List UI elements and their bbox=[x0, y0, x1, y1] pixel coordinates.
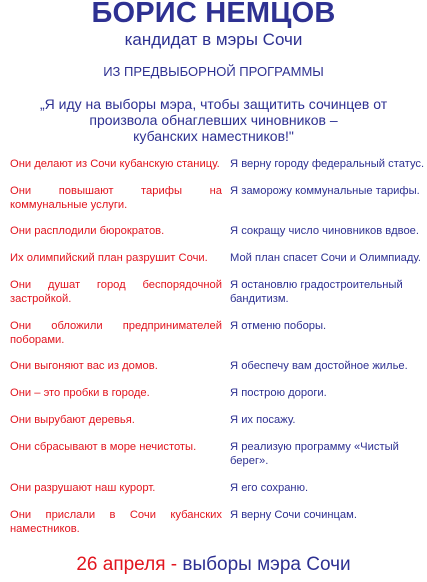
promise-text: Я остановлю градостроительный бандитизм. bbox=[230, 279, 403, 305]
promise-text: Я построю дороги. bbox=[230, 387, 327, 399]
complaint-text: Они душат город беспорядочной застройкой. bbox=[10, 279, 222, 305]
quote-line: „Я иду на выборы мэра, чтобы защитить сочинцев от bbox=[40, 96, 388, 112]
campaign-quote bbox=[40, 96, 387, 144]
complaint-text: Их олимпийский план разрушит Сочи. bbox=[10, 252, 208, 264]
promise-text: Я обеспечу вам достойное жилье. bbox=[230, 360, 408, 372]
quote-line: произвола обнаглевших чиновников – bbox=[89, 112, 338, 128]
complaint-text: Они делают из Сочи кубанскую станицу. bbox=[10, 158, 220, 170]
complaint-text: Они выгоняют вас из домов. bbox=[10, 360, 158, 372]
candidate-subtitle: кандидат в мэры Сочи bbox=[124, 30, 303, 49]
promise-text: Я сокращу число чиновников вдвое. bbox=[230, 225, 420, 237]
promise-text: Мой план спасет Сочи и Олимпиаду. bbox=[230, 252, 421, 264]
complaint-text: Они сбрасывают в море нечистоты. bbox=[10, 441, 197, 453]
promise-text: Я отменю поборы. bbox=[230, 320, 327, 332]
election-label: выборы мэра Сочи bbox=[182, 554, 351, 575]
complaint-text: Они повышают тарифы на коммунальные услуги. bbox=[10, 185, 222, 211]
promise-text: Я их посажу. bbox=[230, 414, 296, 426]
promise-text: Я верну Сочи сочинцам. bbox=[230, 509, 357, 521]
promise-text: Я верну городу федеральный статус. bbox=[230, 158, 425, 170]
quote-line: кубанских наместников!" bbox=[133, 128, 294, 144]
complaint-text: Они обложили предпринимателей поборами. bbox=[10, 320, 222, 346]
election-date: 26 апреля bbox=[76, 554, 166, 575]
promise-text: Я реализую программу «Чистый берег». bbox=[230, 441, 399, 467]
complaint-text: Они – это пробки в городе. bbox=[10, 387, 150, 399]
complaint-text: Они вырубают деревья. bbox=[10, 414, 135, 426]
complaint-text: Они разрушают наш курорт. bbox=[10, 482, 156, 494]
promise-text: Я его сохраню. bbox=[230, 482, 309, 494]
complaint-text: Они расплодили бюрократов. bbox=[10, 225, 165, 237]
date-separator: - bbox=[165, 554, 183, 575]
promise-text: Я заморожу коммунальные тарифы. bbox=[230, 185, 420, 197]
section-heading: ИЗ ПРЕДВЫБОРНОЙ ПРОГРАММЫ bbox=[103, 64, 324, 79]
candidate-name: БОРИС НЕМЦОВ bbox=[91, 0, 336, 29]
complaint-text: Они прислали в Сочи кубанских наместников. bbox=[10, 509, 222, 535]
election-date-banner bbox=[0, 553, 427, 577]
